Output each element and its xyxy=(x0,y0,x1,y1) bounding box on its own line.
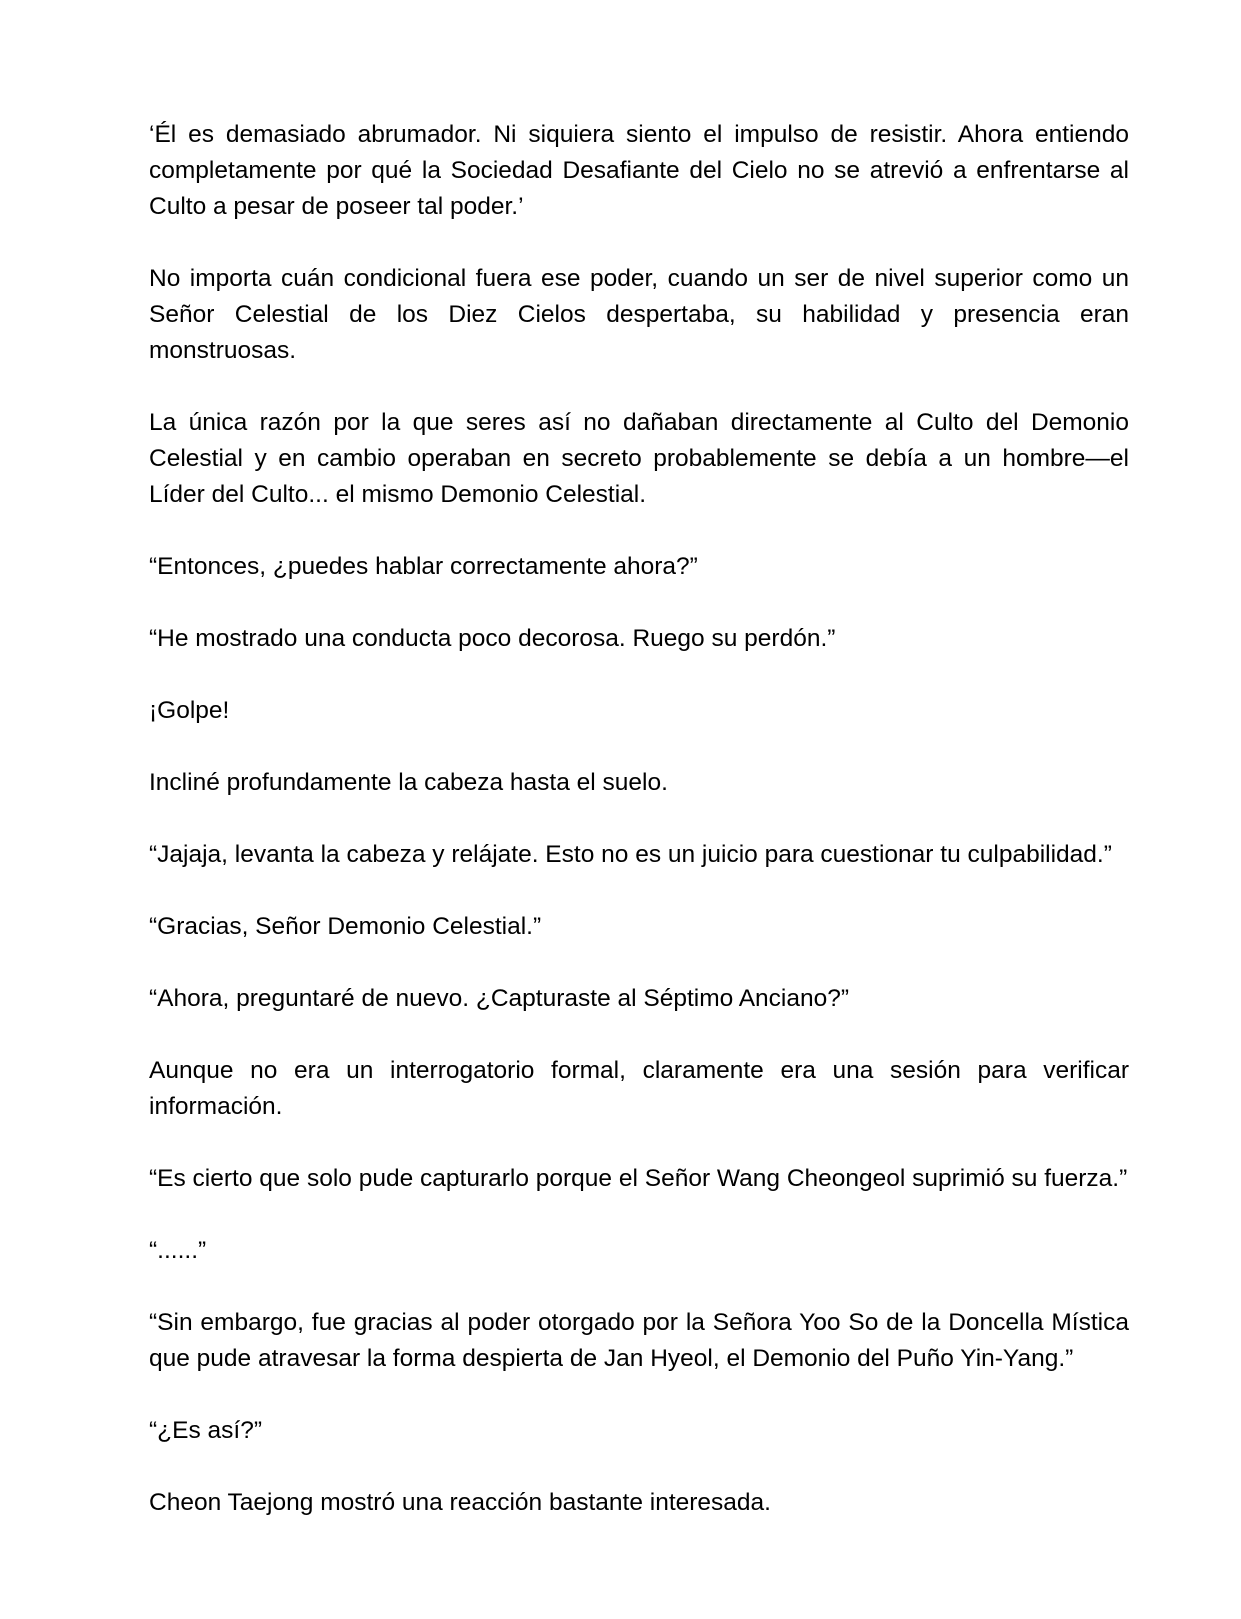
paragraph-5: “He mostrado una conducta poco decorosa. Ruego su perdón.” xyxy=(149,625,836,652)
paragraph-12: “Es cierto que solo pude capturarlo porque el Señor Wang Cheongeol suprimió su fuerza.” xyxy=(149,1165,1128,1192)
paragraph-10: “Ahora, preguntaré de nuevo. ¿Capturaste al Séptimo Anciano?” xyxy=(149,985,850,1012)
paragraph-11: Aunque no era un interrogatorio formal, claramente era una sesión para verificar información. xyxy=(149,1057,1129,1120)
paragraph-16: Cheon Taejong mostró una reacción bastante interesada. xyxy=(149,1489,771,1516)
paragraph-4: “Entonces, ¿puedes hablar correctamente ahora?” xyxy=(149,553,698,580)
paragraph-9: “Gracias, Señor Demonio Celestial.” xyxy=(149,913,542,940)
paragraph-6: ¡Golpe! xyxy=(149,697,230,724)
paragraph-13: “......” xyxy=(149,1237,207,1264)
paragraph-1: ‘Él es demasiado abrumador. Ni siquiera siento el impulso de resistir. Ahora entiendo completamente por qué la Sociedad Desafiante del Cielo no se atrevió a enfrentarse al Culto a pesar de poseer tal poder.’ xyxy=(149,121,1129,220)
paragraph-8: “Jajaja, levanta la cabeza y relájate. Esto no es un juicio para cuestionar tu culpabilidad.” xyxy=(149,841,1112,868)
paragraph-7: Incliné profundamente la cabeza hasta el suelo. xyxy=(149,769,668,796)
document-body xyxy=(149,117,1129,1521)
paragraph-3: La única razón por la que seres así no dañaban directamente al Culto del Demonio Celestial y en cambio operaban en secreto probablemente se debía a un hombre—el Líder del Culto... el mismo Demonio Celestial. xyxy=(149,409,1129,508)
paragraph-2: No importa cuán condicional fuera ese poder, cuando un ser de nivel superior como un Señor Celestial de los Diez Cielos despertaba, su habilidad y presencia eran monstruosas. xyxy=(149,265,1129,364)
paragraph-15: “¿Es así?” xyxy=(149,1417,262,1444)
paragraph-14: “Sin embargo, fue gracias al poder otorgado por la Señora Yoo So de la Doncella Mística que pude atravesar la forma despierta de Jan Hyeol, el Demonio del Puño Yin-Yang.” xyxy=(149,1309,1129,1372)
